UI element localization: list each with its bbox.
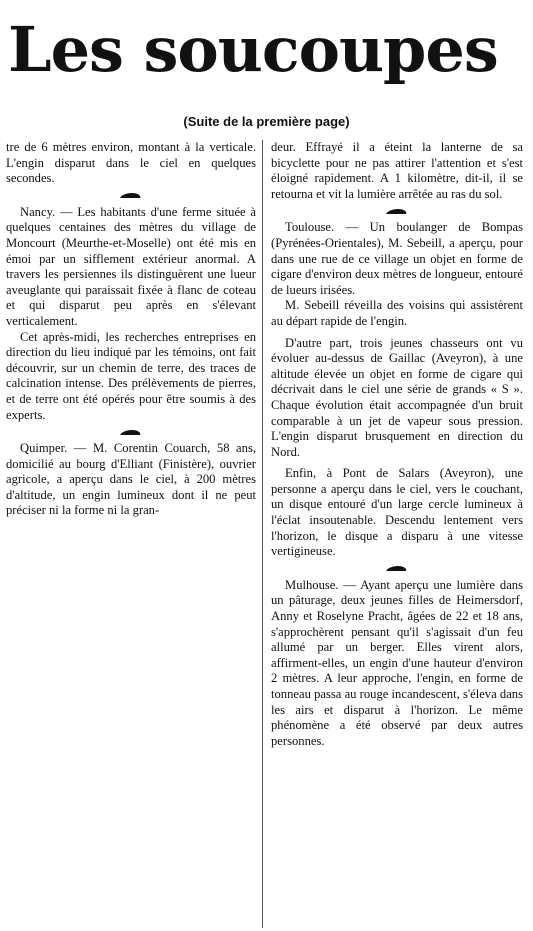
paragraph-continuation: deur. Effrayé il a éteint la lanterne de sa bicyclette pour ne pas attirer l'attention et s'est éloigné rapidement. A 1 kilomètre, dit-il, il se retourna et vit la lumière arrêtée au ras du sol. xyxy=(271,140,523,201)
column-divider xyxy=(262,140,263,928)
paragraph-investigation: Cet après-midi, les recherches entreprises en direction du lieu indiqué par les témoins, ont fait découvrir, sur un chemin de terre, des traces de calcination intense. Des prélèvements de pierres, et de terre ont été opérés pour être soumis à des experts. xyxy=(6,329,256,422)
headline: Les soucoupes xyxy=(8,13,498,86)
paragraph-gaillac: D'autre part, trois jeunes chasseurs ont vu évoluer au-dessus de Gaillac (Aveyron), à une altitude élevée un objet en forme de cigare qui décrivait dans le ciel une série de grands « S ». Chaque évolution était accompagnée d'un bruit comparable à un jet de vapeur sous pression. L'engin disparut brusquement en direction du Nord. xyxy=(271,335,523,459)
paragraph-pont-de-salars: Enfin, à Pont de Salars (Aveyron), une personne a aperçu dans le ciel, vers le couchant, un disque entouré d'un large cercle lumineux à l'éclat insoutenable. Descendu lentement vers l'horizon, le disque a disparu à une vitesse vertigineuse. xyxy=(271,466,523,559)
paragraph-nancy: Nancy. — Les habitants d'une ferme située à quelques centaines des mètres du village de Moncourt (Meurthe-et-Moselle) ont été mis en émoi par un sifflement extérieur anormal. A travers les persiennes ils distinguèrent une lueur aveuglante qui paraissait fixée à flanc de coteau et qui disparut peu après en s'élevant verticalement. xyxy=(6,204,256,328)
paragraph-mulhouse: Mulhouse. — Ayant aperçu une lumière dans un pâturage, deux jeunes filles de Heimersdorf, Anny et Roselyne Pracht, âgées de 22 et 18 ans, s'approchèrent pensant qu'il s'agissait d'un feu allumé par un berger. Elles virent alors, affirment-elles, un engin d'une hauteur d'environ 2 mètres. A leur approche, l'engin, en forme de tonneau passa au rouge incandescent, s'éleva dans les airs et disparut à l'horizon. Le même phénomène a été observé par deux autres personnes. xyxy=(271,577,523,748)
separator-mark xyxy=(6,423,256,441)
separator-mark xyxy=(271,202,523,220)
subheadline: (Suite de la première page) xyxy=(183,114,350,129)
paragraph-toulouse: Toulouse. — Un boulanger de Bompas (Pyrénées-Orientales), M. Sebeill, a aperçu, pour dans une rue de ce village un objet en forme de cigare d'environ deux mètres de longueur, entouré de lueurs irisées. xyxy=(271,220,523,297)
paragraph-sebeill: M. Sebeill réveilla des voisins qui assistèrent au départ rapide de l'engin. xyxy=(271,298,523,328)
article-column-left xyxy=(6,140,256,519)
paragraph-quimper: Quimper. — M. Corentin Couarch, 58 ans, domicilié au bourg d'Elliant (Finistère), ouvrier agricole, a aperçu dans le ciel, à 200 mètres d'altitude, un engin lumineux dont il ne peut préciser ni la forme ni la gran- xyxy=(6,441,256,518)
paragraph-continuation: tre de 6 mètres environ, montant à la verticale. L'engin disparut dans le ciel en quelques secondes. xyxy=(6,140,256,186)
separator-mark xyxy=(6,187,256,205)
article-column-right xyxy=(271,140,523,749)
separator-mark xyxy=(271,560,523,578)
